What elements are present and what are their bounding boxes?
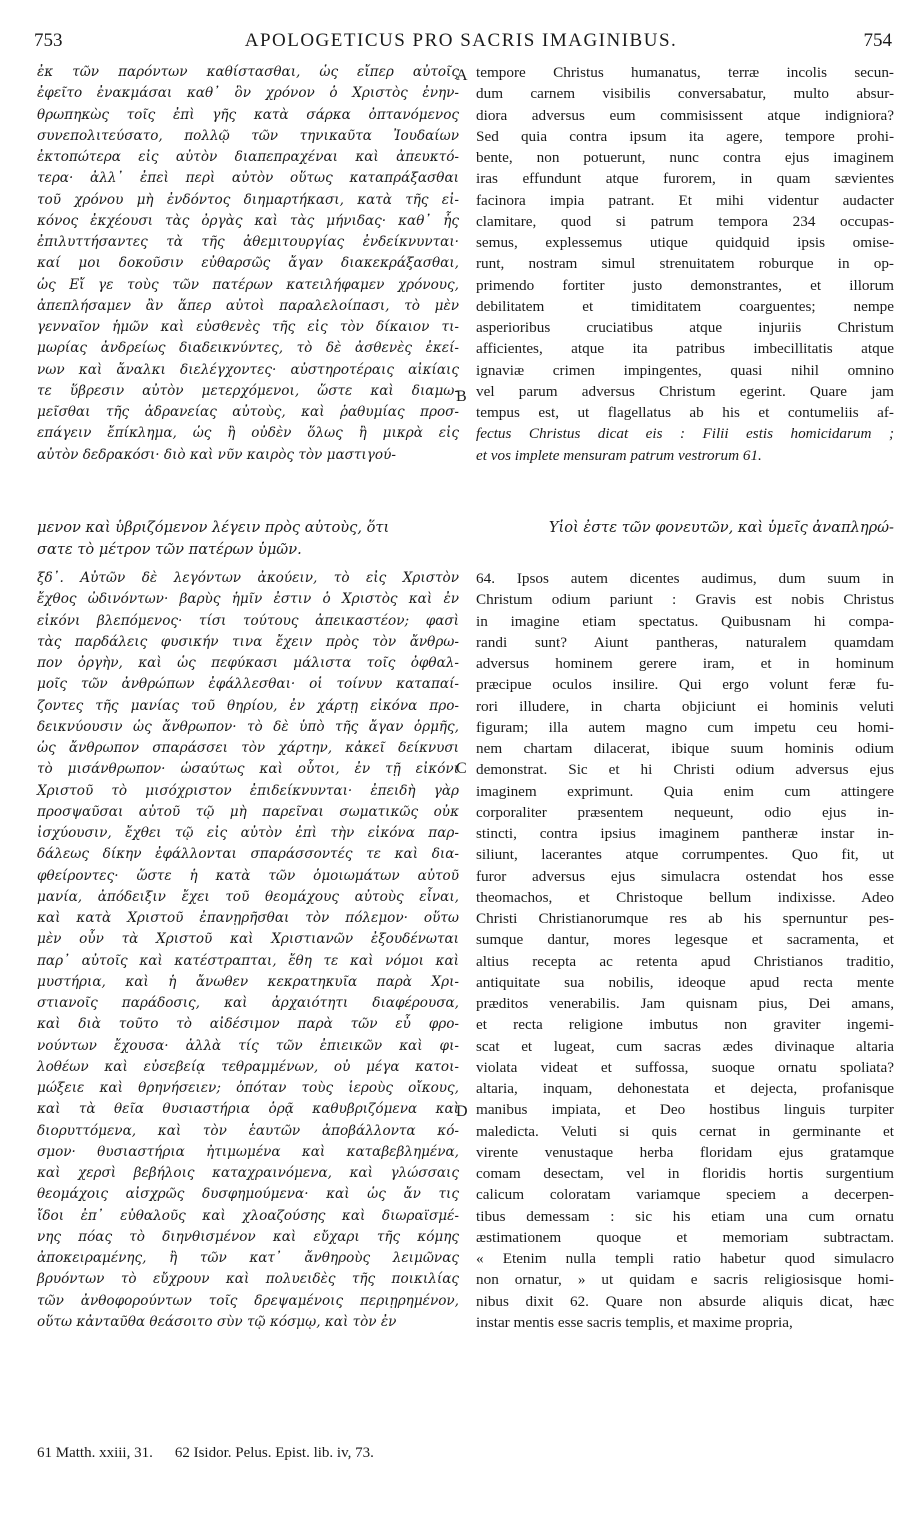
text-line: τερα· ἀλλ᾽ ἐπεὶ περὶ αὐτὸν οὕτως καταπράξασθαι <box>37 170 459 187</box>
text-line: καί μοι δοκοῦσιν εὐθαρσῶς ἄγαν διακεκράξασθαι, <box>37 255 459 272</box>
text-line: tempore Christus humanatus, terræ incolis secun- <box>476 64 894 81</box>
text-line: αὐτὸν δεδρακόσι· διὸ καὶ νῦν καιρὸς τὸν μαστιγού- <box>37 446 396 463</box>
text-line: καὶ κατὰ Χριστοῦ ἐπανῃρῆσθαι τὸν πόλεμον· οὕτω <box>37 910 459 926</box>
text-line: sumque dantur, mores legesque et sacramenta, et <box>476 931 894 949</box>
greek-quote-end: σατε τὸ μέτρον τῶν πατέρων ὑμῶν. <box>37 541 302 558</box>
text-line: εἰκόνι βλεπόμενος· τίσι τούτους ἀπεικαστέον; φασὶ <box>37 612 459 629</box>
spanning-line-2 <box>37 538 894 559</box>
text-line: ἴδοι ἐπ᾽ εὐθαλοῦς καὶ χλοαζούσης καὶ διωραϊσμέ- <box>37 1207 459 1224</box>
text-line: νούντων ἔχουσα· ἀλλὰ τίς τῶν ἐπιεικῶν καὶ φι- <box>37 1037 459 1054</box>
text-line: ξδ᾽. Αὐτῶν δὲ λεγόντων ἀκούειν, τὸ εἰς Χριστὸν <box>37 570 459 586</box>
text-line: semus, explessemus utique quidquid ipsis omise- <box>476 234 894 251</box>
text-line: tibus demessam : sic his etiam una cum ornatu <box>476 1207 894 1225</box>
footnote-61: 61 Matth. xxiii, 31. <box>37 1445 153 1461</box>
text-line: μοῖς τῶν ἀνθρώπων ἐφάλλεσθαι· οἱ τοίνυν καταπαί- <box>37 676 459 693</box>
text-line: stincti, contra ipsius imaginem pantheræ instar in- <box>476 825 894 842</box>
text-line: præcipue oculos insilire. Qui ergo volunt feræ fu- <box>476 676 894 694</box>
text-line: æstimationem quoque et memoriam subtractam. <box>476 1228 894 1246</box>
running-title: APOLOGETICUS PRO SACRIS IMAGINIBUS. <box>244 30 678 51</box>
footnotes <box>37 1445 894 1462</box>
text-line: calicum coloratam variamque speciem a decerpen- <box>476 1186 894 1204</box>
text-line: Sed quia contra ipsum ita agere, tempore prohi- <box>476 127 894 145</box>
text-line: debilitatem et timiditatem coarguentes; nempe <box>476 297 894 315</box>
text-line: μὲν οὖν τὰ Χριστοῦ καὶ Χριστιανῶν ἐξουδένωται <box>37 931 459 948</box>
latin-column-top <box>476 62 894 466</box>
text-line: τὰς παρδάλεις φυσικήν τινα ἔχειν πρὸς τὸν ἄνθρω- <box>37 633 459 650</box>
text-line: μωρίας ἀνδρείως διαδεικνύντες, τὸ δὲ ἀσθενὲς ἐκεί- <box>37 340 459 357</box>
text-line: nem chartam dilacerat, ibique suum hominis odium <box>476 740 894 757</box>
text-line: ζοντες τῆς μανίας τοῦ θηρίου, ἐν χάρτῃ εἰκόνα προ- <box>37 697 459 714</box>
text-line: τῶν ἀνθοφορούντων τοῖς δρεψαμένοις περιῃρημένον, <box>37 1292 459 1309</box>
text-line: antiquitate sua nobilis, ideoque apud recta mente <box>476 973 894 991</box>
text-line: imaginem exprimunt. Quia enim cum attingere <box>476 782 894 800</box>
text-line: et vos implete mensuram patrum vestrorum 61. <box>476 446 762 464</box>
text-line: τοῦ χρόνου μὴ ἐνδόντος διημαρτήκασι, κατὰ τῆς εἰ- <box>37 191 459 208</box>
text-line: præditos venerabilis. Jam quisnam pius, Dei amans, <box>476 995 894 1012</box>
text-line: ὡς ἄνθρωπον σπαράσσει τὸν χάρτην, κἀκεῖ δείκνυσι <box>37 740 459 756</box>
text-line: κόνος ἐκχέουσι τὰς ὀργὰς καὶ τὰς μήνιδας· καθ᾽ ἧς <box>37 212 459 229</box>
text-line: « Etenim nulla templi ratio habetur quod simulacro <box>476 1250 894 1267</box>
text-line: μανία, ἀπόδειξιν ἔχει τοῦ θεομάχους αὐτοὺς εἶναι, <box>37 888 459 905</box>
text-line: συνεπολιτεύσατο, πολλῷ τῶν τηνικαῦτα Ἰουδαίων <box>37 127 459 144</box>
text-line: in imagine etiam spectatus. Quibusnam hi compa- <box>476 612 894 630</box>
text-line: theomachos, et Christoque bellum indixisse. Adeo <box>476 888 894 906</box>
text-line: νης πόας τὸ διηνθισμένον καὶ εὔχαρι τῆς κόμης <box>37 1228 459 1245</box>
text-line: figuram; illa autem magno cum impetu ceu homi- <box>476 718 894 736</box>
text-line: Christum odium pariunt : Gravis est nobis Christus <box>476 591 894 609</box>
text-line: virente venustaque herba floridam ejus gratamque <box>476 1143 894 1161</box>
text-line: instar mentis esse sacris templis, et maxime propria, <box>476 1313 793 1331</box>
text-line: ἐφεῖτο ἐνακμάσαι καθ᾽ ὃν χρόνον ὁ Χριστὸς ἐνην- <box>37 85 459 102</box>
text-line: scat et lugeat, cum sacras ædes divinaque altaria <box>476 1037 894 1055</box>
text-line: επάγειν ἔπίκλημα, ὡς ἢ οὐδὲν ὅλως ἢ μικρὰ εἰς <box>37 425 459 442</box>
margin-letter-c: C <box>456 760 467 777</box>
text-line: δάλεως δίκην ἐφάλλονται σπαράσσοντές τε καὶ δια- <box>37 846 459 863</box>
greek-quote-text: Υἱοὶ ἐστε τῶν φονευτῶν, καὶ ὑμεῖς ἀναπληρώ- <box>548 519 894 536</box>
text-line: clamitare, quod si patrum tempora 234 occupas- <box>476 212 894 230</box>
text-line: οὕτω κἀνταῦθα θεάσοιτο σὺν τῷ κόσμῳ, καὶ τὸν ἐν <box>37 1313 397 1330</box>
margin-letter-a: A <box>456 67 468 84</box>
text-line: διορυττόμενα, καὶ τὸν ἑαυτῶν ἀποβάλλοντα κό- <box>37 1122 459 1139</box>
text-line: δεικνύουσιν ὡς ἄνθρωπον· τὸ δὲ ὑπὸ τῆς ἄγαν ὁρμῆς, <box>37 718 459 735</box>
text-line: non ornatur, » ut quidam e sacris religiosisque homi- <box>476 1271 894 1289</box>
text-line: randi sunt? Aiunt pantheras, naturalem quamdam <box>476 633 894 651</box>
text-line: νων καὶ ἄναλκι διελέγχοντες· αὐστηροτέραις αἰκίαις <box>37 361 459 378</box>
text-line: βρυόντων τὸ εὔχρουν καὶ πολυειδὲς τῆς ποικιλίας <box>37 1271 459 1288</box>
text-line: μυστήρια, καὶ ἡ ἄνωθεν κεκρατηκυῖα παρὰ Χρι- <box>37 973 459 990</box>
text-line: 64. Ipsos autem dicentes audimus, dum suum in <box>476 570 894 587</box>
text-line: corporaliter præsentem nequeunt, odio ejus in- <box>476 803 894 821</box>
running-header <box>0 30 922 60</box>
text-line: altius recepta ac retenta apud Christianos traditio, <box>476 952 894 970</box>
text-line: γενναῖον ἡμῶν καὶ εὐσθενὲς τῆς εἰς τὸν δίκαιον τι- <box>37 319 459 335</box>
text-line: προσψαῦσαι αὐτοῦ τῷ μὴ παρεῖναι σωματικῶς οὐκ <box>37 803 459 820</box>
text-line: λοθέων καὶ εὐσεβείᾳ τεθραμμένων, οὐ μέγα κατοι- <box>37 1058 459 1075</box>
text-line: et recta religione imbutus non graviter ingemi- <box>476 1016 894 1034</box>
text-line: καὶ τὰ θεῖα θυσιαστήρια ὁρᾷ καθυβριζόμενα καὶ <box>37 1101 459 1118</box>
greek-column-top <box>37 62 459 466</box>
text-line: facinora impia patrant. Et mihi videntur audacter <box>476 191 894 209</box>
spanning-line-1 <box>37 517 894 538</box>
text-line: ἐκτοπώτερα εἰς αὐτὸν διαπεπραχέναι καὶ ἀπευκτό- <box>37 149 459 165</box>
text-line: asperioribus cruciatibus atque injuriis Christum <box>476 319 894 336</box>
text-line: rori illudere, in charta objiciunt ei hominis veluti <box>476 697 894 715</box>
text-line: primendo fortiter justo demonstrantes, et illorum <box>476 276 894 294</box>
latin-column-bottom <box>476 568 894 1333</box>
text-line: furor adversus ejus simulacra ostendat hos esse <box>476 867 894 885</box>
text-line: ἔχθος ὠδινόντων· βαρὺς ἡμῖν ἐστιν ὁ Χριστὸς καὶ ἐν <box>37 591 459 608</box>
text-line: maledicta. Veluti si quis cernat in germinante et <box>476 1122 894 1140</box>
text-line: nibus dixit 62. Quare non absurde aliquis dicat, hæc <box>476 1292 894 1310</box>
margin-letter-d: D <box>456 1103 468 1120</box>
footnote-62: 62 Isidor. Pelus. Epist. lib. iv, 73. <box>174 1445 374 1461</box>
greek-column-bottom <box>37 568 459 1333</box>
text-line: altaria, inquam, dehonestata et dejecta, profanisque <box>476 1080 894 1097</box>
text-line: καὶ διὰ τοῦτο τὸ αἰδέσιμον παρὰ τῶν εὖ φρο- <box>37 1016 459 1033</box>
margin-letter-b: B <box>456 388 467 405</box>
page-number-left: 753 <box>34 30 63 51</box>
text-line: ὡς Εἴ γε τοὺς τῶν πατέρων κατειλήφαμεν χρόνους, <box>37 276 459 293</box>
text-line: afficientes, atque ita patribus imbecillitatis atque <box>476 340 894 358</box>
text-line: comam desectam, vel in floridis hortis surgentium <box>476 1165 894 1182</box>
text-line: θεομάχοις αἰσχρῶς δυσφημούμενα· καὶ ὡς ἄν τις <box>37 1186 459 1203</box>
text-line: στιανοῖς παράδοσις, καὶ ἀρχαιότητι διαφέρουσα, <box>37 995 459 1011</box>
text-line: ἐπιλυττήσαντες τὰ τῆς ἀθεμιτουργίας ἐνδείκνυνται· <box>37 234 459 250</box>
text-line: ἀπεπλήσαμεν ἂν ἅπερ αὐτοὶ παραλελοίπασι, τὸ μὲν <box>37 297 459 314</box>
text-line: ἐκ τῶν παρόντων καθίστασθαι, ὡς εἴπερ αὐτοῖς <box>37 64 459 80</box>
text-line: σμον· θυσιαστήρια ἠτιμωμένα καὶ καταβεβλημένα, <box>37 1143 459 1160</box>
text-line: dum carnem visibilis conversabatur, multo absur- <box>476 85 894 103</box>
text-line: Christi Christianorumque res ab his spernuntur pes- <box>476 910 894 927</box>
text-line: bente, non potuerunt, nunc contra ejus imaginem <box>476 149 894 166</box>
text-line: τὸ μισάνθρωπον· ὡσαύτως καὶ οὗτοι, ἐν τῇ εἰκόνι <box>37 761 459 778</box>
text-line: tempus est, ut flagellatus ab his et contumeliis af- <box>476 404 894 421</box>
text-line: ἰσχύουσιν, ἔχθει τῷ εἰς αὐτὸν ἐπὶ τὴν εἰκόνα παρ- <box>37 825 459 841</box>
text-line: runt, nostram simul strenuitatem roburque in op- <box>476 255 894 273</box>
text-line: ἀποκειραμένης, ἢ τῶν κατ᾽ ἄνθηροὺς λειμῶνας <box>37 1250 459 1266</box>
text-line: πον ὀργὴν, καὶ ὡς πεφύκασι μάλιστα τοῖς ὀφθαλ- <box>37 655 459 671</box>
text-line: iras effundunt atque furorem, in quam sævientes <box>476 170 894 188</box>
text-line: τε ὕβρεσιν αὐτὸν μετερχόμενοι, ὥστε καὶ διαμω- <box>37 382 459 399</box>
text-line: φθείροντες· ὥστε ἡ κατὰ τῶν ὁμοιωμάτων αὐτοῦ <box>37 867 459 884</box>
text-line: fectus Christus dicat eis : Filii estis homicidarum ; <box>476 425 894 443</box>
text-line: ignaviæ crimen impingentes, quasi nihil omnino <box>476 361 894 379</box>
text-line: μώξειε καὶ θρηνήσειεν; ὁπόταν τοὺς ἱεροὺς οἴκους, <box>37 1080 459 1096</box>
greek-span-text: μενον καὶ ὑβριζόμενον λέγειν πρὸς αὐτοὺς, ὅτι <box>37 519 390 536</box>
text-line: vel parum adversus Christum egerint. Quare jam <box>476 382 894 400</box>
text-line: diora adversus eum commisissent atque indigniora? <box>476 106 894 124</box>
text-line: demonstrat. Sic et hi Christi odium adversus ejus <box>476 761 894 779</box>
text-line: adversus hominem gerere iram, et in hominum <box>476 655 894 672</box>
page-number-right: 754 <box>863 30 892 51</box>
text-line: μεῖσθαι τῆς ἀδρανείας αὐτοὺς, καὶ ῥαθυμίας προσ- <box>37 404 459 420</box>
text-line: siliunt, lacerantes atque corrumpentes. Quo fit, ut <box>476 846 894 864</box>
text-line: violata videat et suffossa, suoque ornatu spoliata? <box>476 1058 894 1076</box>
text-line: manibus impiata, et Deo hostibus linguis turpiter <box>476 1101 894 1119</box>
text-line: καὶ χερσὶ βεβήλοις καταχραινόμενα, καὶ γλώσσαις <box>37 1165 459 1181</box>
text-line: θρωπηκὼς τοῖς ἐπὶ γῆς κατὰ σάρκα ὀπτανόμενος <box>37 106 459 123</box>
text-line: Χριστοῦ τὸ μισόχριστον ἐπιδείκνυνται· ἐπειδὴ γὰρ <box>37 782 459 799</box>
text-line: παρ᾽ αὐτοῖς καὶ κατέστραπται, ἔθη τε καὶ νόμοι καὶ <box>37 952 459 969</box>
